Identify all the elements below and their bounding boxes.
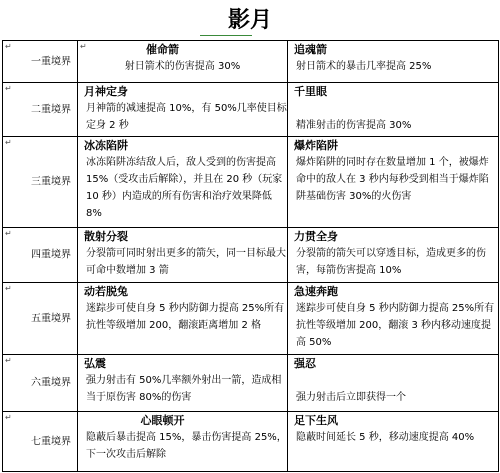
- skill-name: 冰冻陷阱: [84, 139, 128, 152]
- level-cell: [3, 283, 78, 355]
- skill-description: 射日箭术的伤害提高 30%: [124, 61, 241, 72]
- level-cell: [3, 41, 78, 83]
- paragraph-mark-icon: ↵: [5, 413, 12, 422]
- table-row: [3, 355, 499, 412]
- skill-description: 爆炸陷阱的同时存在数量增加 1 个，被爆炸命中的敌人在 3 秒内每秒受到相当于爆炸陷阱基础伤害 30%的火伤害: [296, 157, 489, 202]
- skill-description: 迷踪步可使自身 5 秒内防御力提高 25%所有抗性等级增加 200，翻滚距离增加 2 格: [86, 303, 285, 331]
- skill-description: 分裂箭的箭矢可以穿透目标，造成更多的伤害，每箭伤害提高 10%: [296, 248, 486, 276]
- level-cell: [3, 137, 78, 228]
- skill-name: 散射分裂: [84, 230, 128, 243]
- skill-name: 力贯全身: [294, 230, 338, 243]
- table-row: [3, 137, 499, 228]
- paragraph-mark-icon: ↵: [5, 84, 12, 93]
- table-row: [3, 41, 499, 83]
- skill-table: [2, 40, 499, 472]
- level-label: 五重境界: [31, 313, 71, 324]
- skill-cell-left: [78, 283, 288, 355]
- skill-name: 追魂箭: [294, 43, 327, 56]
- skill-name: 强忍: [294, 357, 316, 370]
- skill-description: 月神箭的减速提高 10%，有 50%几率使目标定身 2 秒: [86, 103, 287, 131]
- skill-description: 射日箭术的暴击几率提高 25%: [296, 61, 432, 72]
- skill-cell-right: [288, 412, 499, 472]
- paragraph-mark-icon: ↵: [5, 42, 12, 51]
- skill-cell-right: [288, 228, 499, 283]
- skill-name: 催命箭: [146, 43, 179, 56]
- paragraph-mark-icon: ↵: [5, 356, 12, 365]
- table-row: [3, 412, 499, 472]
- skill-cell-right: [288, 41, 499, 83]
- skill-cell-left: [78, 41, 288, 83]
- skill-name: 足下生风: [294, 414, 338, 427]
- skill-name: 心眼顿开: [140, 414, 185, 427]
- skill-cell-left: [78, 228, 288, 283]
- skill-description: 精准射击的伤害提高 30%: [296, 120, 412, 131]
- level-label: 六重境界: [31, 377, 71, 389]
- level-label: 四重境界: [31, 249, 71, 261]
- skill-name: 千里眼: [294, 85, 327, 98]
- level-cell: [3, 83, 78, 137]
- paragraph-mark-icon: ↵: [5, 229, 12, 238]
- skill-cell-right: [288, 137, 499, 228]
- skill-cell-left: [78, 137, 288, 228]
- skill-name: 弘震: [84, 357, 106, 370]
- skill-description: 强力射击有 50%几率额外射出一箭，造成相当于原伤害 80%的伤害: [86, 375, 282, 403]
- skill-description: 强力射击后立即获得一个: [296, 392, 406, 403]
- level-cell: [3, 228, 78, 283]
- skill-description: 隐蔽时间延长 5 秒，移动速度提高 40%: [296, 432, 475, 443]
- skill-description: 分裂箭可同时射出更多的箭矢，同一目标最大可命中数增加 3 箭: [86, 248, 286, 276]
- skill-cell-left: [78, 412, 288, 472]
- skill-cell-right: [288, 83, 499, 137]
- paragraph-mark-icon: ↵: [80, 42, 87, 51]
- paragraph-mark-icon: ↵: [5, 284, 12, 293]
- skill-name: 爆炸陷阱: [294, 139, 338, 152]
- document-title: 影月: [227, 7, 272, 33]
- skill-cell-right: [288, 283, 499, 355]
- level-label: 二重境界: [31, 104, 71, 115]
- table-row: [3, 83, 499, 137]
- level-label: 一重境界: [31, 56, 71, 67]
- level-cell: [3, 412, 78, 472]
- level-cell: [3, 355, 78, 412]
- table-row: [3, 283, 499, 355]
- skill-name: 月神定身: [84, 85, 128, 98]
- skill-cell-left: [78, 355, 288, 412]
- skill-cell-right: [288, 355, 499, 412]
- level-label: 三重境界: [31, 176, 71, 188]
- skill-name: 动若脱兔: [84, 285, 128, 298]
- spellcheck-underline: [200, 35, 252, 36]
- table-row: [3, 228, 499, 283]
- paragraph-mark-icon: ↵: [5, 138, 12, 147]
- skill-description: 冰冻陷阱冻结敌人后，敌人受到的伤害提高 15%（受攻击后解除），并且在 20 秒（玩家 10 秒）内造成的所有伤害和治疗效果降低 8%: [86, 157, 283, 219]
- skill-description: 迷踪步可使自身 5 秒内防御力提高 25%所有抗性等级增加 200，翻滚 3 秒内移动速度提高 50%: [296, 303, 495, 348]
- level-label: 七重境界: [31, 436, 71, 447]
- skill-name: 急速奔跑: [294, 285, 338, 298]
- skill-description: 隐蔽后暴击提高 15%，暴击伤害提高 25%，下一次攻击后解除: [86, 432, 287, 460]
- skill-cell-left: [78, 83, 288, 137]
